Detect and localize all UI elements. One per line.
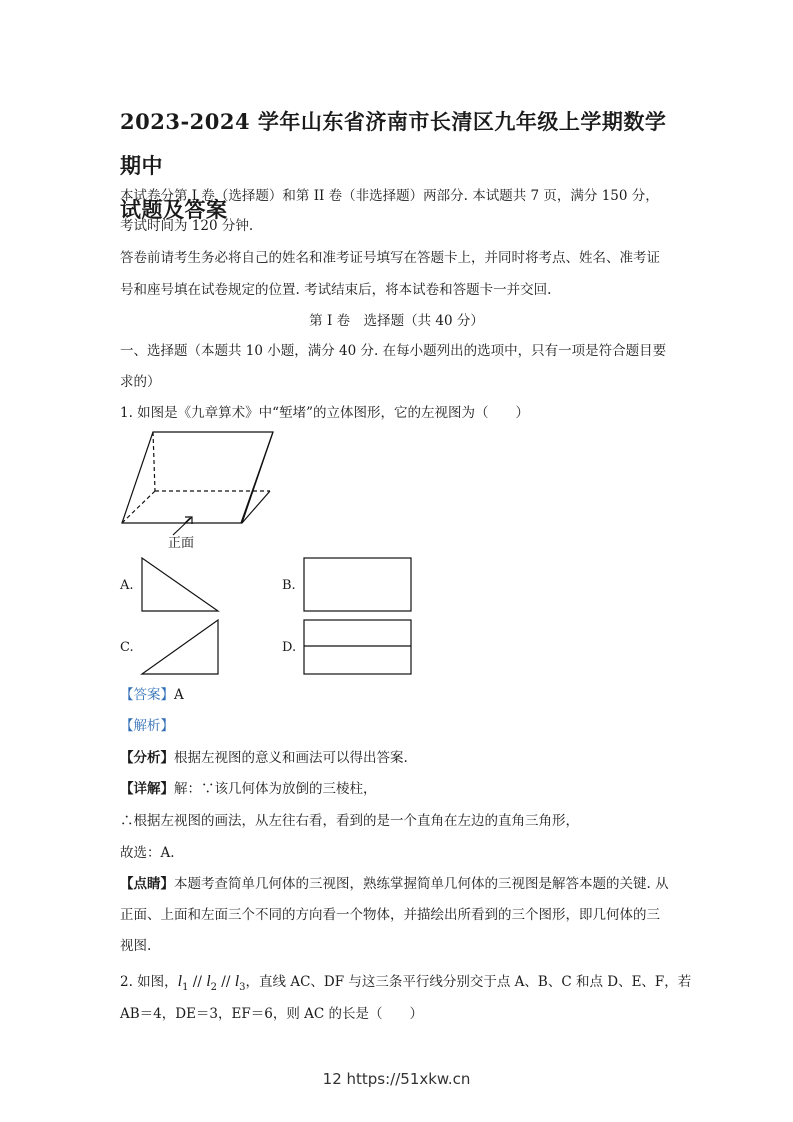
view-arrow-shaft — [173, 517, 192, 535]
option-c-figure — [141, 619, 221, 677]
intro-line-3: 答卷前请考生务必将自己的姓名和准考证号填写在答题卡上，并同时将考点、姓名、准考证 — [120, 250, 660, 266]
dianjing-line-1 — [120, 874, 669, 894]
option-d-figure — [303, 619, 415, 677]
solution-step-3: 故选：A. — [120, 845, 175, 861]
prism-figure — [115, 428, 285, 553]
option-d-label: D. — [282, 640, 297, 655]
xiangjie-text: 解：∵该几何体为放倒的三棱柱， — [174, 781, 377, 797]
dianjing-line-2: 正面、上面和左面三个不同的方向看一个物体，并描绘出所看到的三个图形，即几何体的三 — [120, 907, 660, 923]
dianjing-text-1: 本题考查简单几何体的三视图，熟练掌握简单几何体的三视图是解答本题的关键. 从 — [174, 876, 669, 892]
front-view-label: 正面 — [168, 536, 195, 551]
fenxi-tag: 【分析】 — [120, 750, 174, 766]
xiangjie-line — [120, 779, 377, 799]
answer-line — [120, 685, 184, 705]
intro-line-4: 号和座号填在试卷规定的位置. 考试结束后，将本试卷和答题卡一并交回. — [120, 282, 552, 298]
parallel-symbol: // — [188, 974, 207, 990]
page-footer: 12 https://51xkw.cn — [322, 1070, 471, 1088]
section-heading: 第 I 卷 选择题（共 40 分） — [309, 313, 484, 329]
question-2-stem-line-1 — [120, 972, 691, 998]
prism-edge — [241, 432, 273, 523]
page-title — [120, 100, 680, 232]
answer-tag: 【答案】 — [120, 687, 174, 703]
intro-line-2: 考试时间为 120 分钟. — [120, 218, 254, 234]
section-instruction-2: 求的） — [120, 374, 161, 390]
prism-hidden-edge — [153, 432, 155, 491]
line-l3-subscript: 3 — [239, 982, 246, 993]
fenxi-text: 根据左视图的意义和画法可以得出答案. — [174, 750, 408, 766]
intro-line-1: 本试卷分第 I 卷（选择题）和第 II 卷（非选择题）两部分. 本试题共 7 页，满分 150 分， — [120, 188, 659, 204]
question-2-stem-line-2: AB＝4，DE＝3，EF＝6，则 AC 的长是（ ） — [120, 1006, 423, 1022]
analysis-tag: 【解析】 — [120, 718, 174, 734]
title-line-1: 2023-2024 学年山东省济南市长清区九年级上学期数学期中 — [120, 109, 667, 178]
line-l2: l — [206, 973, 211, 990]
line-l2-subscript: 2 — [210, 982, 218, 993]
line-l1-subscript: 1 — [182, 982, 189, 993]
dianjing-line-3: 视图. — [120, 938, 152, 954]
option-b-figure — [303, 557, 415, 613]
option-b-label: B. — [282, 578, 296, 593]
line-l1: l — [177, 973, 183, 990]
option-a-label: A. — [120, 578, 134, 593]
section-instruction-1: 一、选择题（本题共 10 小题，满分 40 分. 在每小题列出的选项中，只有一项是符合题目要 — [120, 343, 667, 359]
prism-front-face — [122, 432, 273, 523]
q2-text-1: ，直线 AC、DF 与这三条平行线分别交于点 A、B、C 和点 D、E、F，若 — [245, 974, 692, 990]
xiangjie-tag: 【详解】 — [120, 781, 174, 797]
line-l3: l — [234, 973, 240, 990]
dianjing-tag: 【点睛】 — [120, 876, 174, 892]
answer-value: A — [174, 687, 184, 703]
title-line-2: 试题及答案 — [120, 197, 228, 222]
parallel-symbol: // — [217, 974, 235, 990]
solution-step-2: ∴根据左视图的画法，从左往右看，看到的是一个直角在左边的直角三角形， — [120, 813, 579, 829]
fenxi-line — [120, 748, 408, 768]
option-a-figure — [141, 557, 221, 613]
option-c-label: C. — [120, 640, 134, 655]
q2-number: 2. 如图， — [120, 974, 178, 990]
question-1-stem: 1. 如图是《九章算术》中“堑堵”的立体图形，它的左视图为（ ） — [120, 405, 529, 421]
